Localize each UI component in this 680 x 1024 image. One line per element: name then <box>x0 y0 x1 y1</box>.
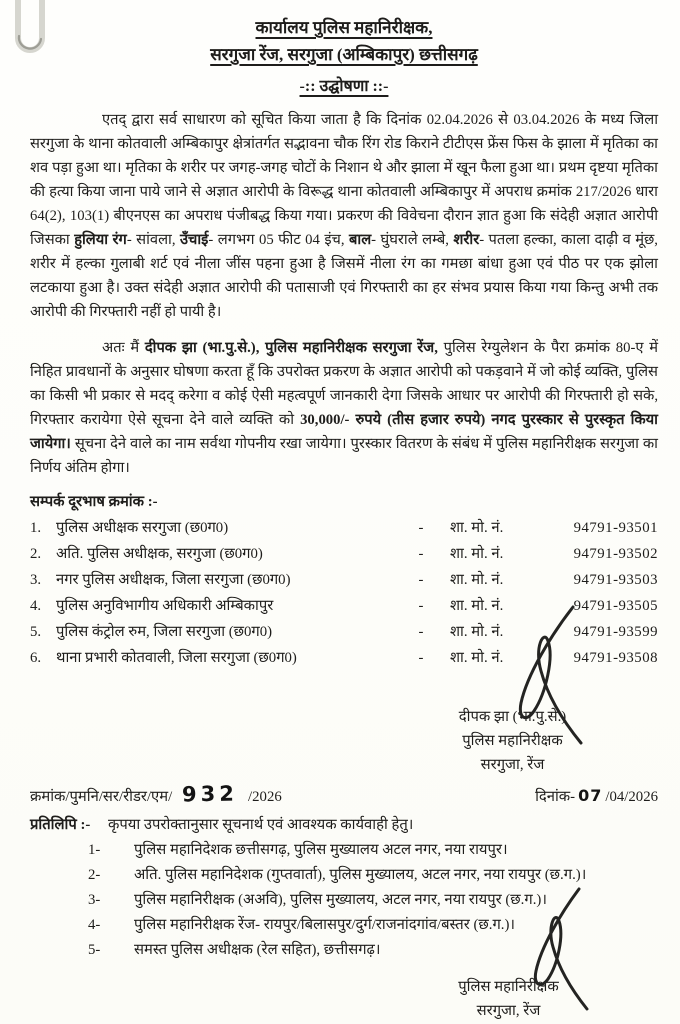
date-line <box>535 783 658 810</box>
copies-intro-row <box>30 812 658 838</box>
reward-text-tail: सूचना देने वाले का नाम सर्वथा गोपनीय रखा जायेगा। पुरस्कार वितरण के संबंध में पुलिस महानिरीक्षक सरगुजा का निर्णय अंतिम होगा। <box>30 436 658 476</box>
contact-name: नगर पुलिस अधीक्षक, जिला सरगुजा (छ0ग0) <box>56 572 291 588</box>
ref-prefix: क्रमांक/पुमनि/सर/रीडर/एम/ <box>30 789 173 805</box>
date-rest: /04/2026 <box>605 789 658 805</box>
signatory-title: पुलिस महानिरीक्षक <box>462 733 563 749</box>
suspect-attr-complexion-label: हुलिया रंग <box>74 232 127 248</box>
contact-row <box>30 593 658 619</box>
contact-phone: 94791-93502 <box>573 546 658 562</box>
copy-item-text: अति. पुलिस महानिदेशक (गुप्तवार्ता), पुलिस मुख्यालय, अटल नगर, नया रायपुर (छ.ग.)। <box>134 867 587 883</box>
contact-row <box>30 645 658 671</box>
copy-item <box>30 913 658 938</box>
suspect-attr-body-label: शरीर <box>453 232 480 248</box>
phone-label: शा. मो. नं. <box>450 572 504 588</box>
letterhead <box>30 14 658 99</box>
signatory-block <box>395 705 630 777</box>
footer-signatory-title: पुलिस महानिरीक्षक <box>458 979 559 995</box>
signatory-name: दीपक झा (भा.पु.से.) <box>458 709 567 725</box>
contact-row <box>30 619 658 645</box>
copy-item-text: पुलिस महानिदेशक छत्तीसगढ़, पुलिस मुख्यालय अटल नगर, नया रायपुर। <box>134 842 508 858</box>
dash-separator: - <box>418 624 424 640</box>
suspect-attr-body: - पतला हल्का, काला दाढ़ी व मूंछ, शरीर में हल्का गुलाबी शर्ट एवं नीला जींस पहना हुआ है जिसमें नीला रंग का गमछा बांधा हुआ एवं पीठ पर एक झोला लटकाया हुआ है। उक्त संदेही अज्ञात आरोपी की पतासाजी एवं गिरफ्तारी का हर संभव प्रयास किया गया किन्तु अभी तक आरोपी की गिरफ्तारी नहीं हो पायी है। <box>30 232 658 320</box>
copy-item-no: 3- <box>88 892 101 908</box>
suspect-attr-height: - लगभग 05 फीट 04 इंच, <box>208 232 350 248</box>
reward-text-lead: अतः मैं <box>102 340 145 356</box>
copy-item-no: 5- <box>88 942 101 958</box>
contact-name: पुलिस कंट्रोल रुम, जिला सरगुजा (छ0ग0) <box>56 624 273 640</box>
ref-number-line <box>30 781 282 810</box>
dash-separator: - <box>418 650 424 666</box>
copy-item <box>30 838 658 863</box>
contact-name: अति. पुलिस अधीक्षक, सरगुजा (छ0ग0) <box>56 546 263 562</box>
contact-phone: 94791-93501 <box>573 520 658 536</box>
copy-item-text: पुलिस महानिरीक्षक (अअवि), पुलिस मुख्यालय, अटल नगर, नया रायपुर (छ.ग.)। <box>134 892 547 908</box>
proclamation-title: -:: उद्घोषणा ::- <box>299 78 389 95</box>
copies-section <box>30 812 658 963</box>
reference-line <box>30 781 658 810</box>
contact-section-heading: सम्पर्क दूरभाष क्रमांक :- <box>30 494 158 510</box>
paperclip-icon <box>4 0 56 72</box>
phone-label: शा. मो. नं. <box>450 598 504 614</box>
suspect-attr-hair-label: बाल <box>349 232 372 248</box>
copy-item <box>30 888 658 913</box>
copies-label: प्रतिलिपि :- <box>30 817 91 833</box>
copy-item <box>30 863 658 888</box>
contact-name: पुलिस अधीक्षक सरगुजा (छ0ग0) <box>56 520 229 536</box>
footer-signatory-block <box>401 975 616 1023</box>
copy-item-no: 4- <box>88 917 101 933</box>
contact-sn: 6. <box>30 650 42 666</box>
contact-name: थाना प्रभारी कोतवाली, जिला सरगुजा (छ0ग0) <box>56 650 297 666</box>
handwritten-date-day: 07 <box>578 786 603 805</box>
footer-signatory-range: सरगुजा, रेंज <box>476 1003 541 1019</box>
declarant-name-bold: दीपक झा (भा.पु.से.), पुलिस महानिरीक्षक सरगुजा रेंज, <box>144 340 438 356</box>
dash-separator: - <box>418 598 424 614</box>
contact-sn: 5. <box>30 624 42 640</box>
dash-separator: - <box>418 546 424 562</box>
reward-paragraph <box>30 336 658 480</box>
copy-item-no: 2- <box>88 867 101 883</box>
copies-intro-text: कृपया उपरोक्तानुसार सूचनार्थ एवं आवश्यक कार्यवाही हेतु। <box>108 817 414 833</box>
phone-label: शा. मो. नं. <box>450 624 504 640</box>
contact-sn: 2. <box>30 546 42 562</box>
notice-paragraph <box>30 108 658 324</box>
contact-row <box>30 515 658 541</box>
ref-suffix: /2026 <box>248 789 282 805</box>
contact-row <box>30 541 658 567</box>
phone-label: शा. मो. नं. <box>450 546 504 562</box>
handwritten-ref-number: 932 <box>181 781 239 807</box>
copy-item-text: समस्त पुलिस अधीक्षक (रेल सहित), छत्तीसगढ़। <box>134 942 381 958</box>
contact-phone: 94791-93505 <box>573 598 658 614</box>
contact-row <box>30 567 658 593</box>
office-name-line2: सरगुजा रेंज, सरगुजा (अम्बिकापुर) छत्तीसगढ़ <box>210 45 478 64</box>
contact-phone: 94791-93508 <box>573 650 658 666</box>
contact-sn: 1. <box>30 520 42 536</box>
suspect-attr-complexion: - सांवला, <box>126 232 180 248</box>
copy-item-text: पुलिस महानिरीक्षक रेंज- रायपुर/बिलासपुर/दुर्ग/राजनांदगांव/बस्तर (छ.ग.)। <box>134 917 516 933</box>
contact-section <box>30 489 658 671</box>
contact-phone: 94791-93599 <box>573 624 658 640</box>
phone-label: शा. मो. नं. <box>450 650 504 666</box>
reward-amount-bold: 30,000/- रुपये (तीस हजार रुपये) नगद पुरस्कार से पुरस्कृत किया जायेगा। <box>30 412 658 452</box>
dash-separator: - <box>418 520 424 536</box>
reward-text-mid: पुलिस रेग्युलेशन के पैरा क्रमांक 80-ए में निहित प्रावधानों के अनुसार घोषणा करता हूँ कि उपरोक्त प्रकरण के अज्ञात आरोपी को पकड़वाने में जो कोई व्यक्ति, पुलिस का किसी भी प्रकार से मदद् करेगा व कोई ऐसी महत्वपूर्ण जानकारी देगा जिसके आधार पर आरोपी की गिरफ्तारी हो सके, गिरफ्तार करायेगा ऐसे सूचना देने वाले व्यक्ति को <box>30 340 658 428</box>
suspect-attr-hair: - घुंघराले लम्बे, <box>371 232 454 248</box>
contact-name: पुलिस अनुविभागीय अधिकारी अम्बिकापुर <box>56 598 274 614</box>
suspect-attr-height-label: उँचाई <box>179 232 209 248</box>
dash-separator: - <box>418 572 424 588</box>
copy-item <box>30 938 658 963</box>
office-name-line1: कार्यालय पुलिस महानिरीक्षक, <box>255 18 433 37</box>
date-label: दिनांक- <box>535 789 576 805</box>
notice-text: एतद् द्वारा सर्व साधारण को सूचित किया जाता है कि दिनांक 02.04.2026 से 03.04.2026 के मध्य जिला सरगुजा के थाना कोतवाली अम्बिकापुर क्षेत्रांतर्गत सद्भावना चौक रिंग रोड किराने टीटीएस फ्रेंस फिस के झाला में मृतिका का शव पड़ा हुआ था। मृतिका के शरीर पर जगह-जगह चोटों के निशान थे और झाला में खून फैला हुआ था। प्रथम दृष्टया मृतिका की हत्या किया जाना पाये जाने से अज्ञात आरोपी के विरूद्ध थाना कोतवाली अम्बिकापुर में अपराध क्रमांक 217/2026 धारा 64(2), 103(1) बीएनएस का अपराध पंजीबद्ध किया गया। प्रकरण की विवेचना दौरान ज्ञात हुआ कि संदेही अज्ञात आरोपी जिसका <box>30 112 658 248</box>
contact-sn: 3. <box>30 572 42 588</box>
phone-label: शा. मो. नं. <box>450 520 504 536</box>
contact-phone: 94791-93503 <box>573 572 658 588</box>
signatory-range: सरगुजा, रेंज <box>480 757 545 773</box>
copy-item-no: 1- <box>88 842 101 858</box>
contact-sn: 4. <box>30 598 42 614</box>
